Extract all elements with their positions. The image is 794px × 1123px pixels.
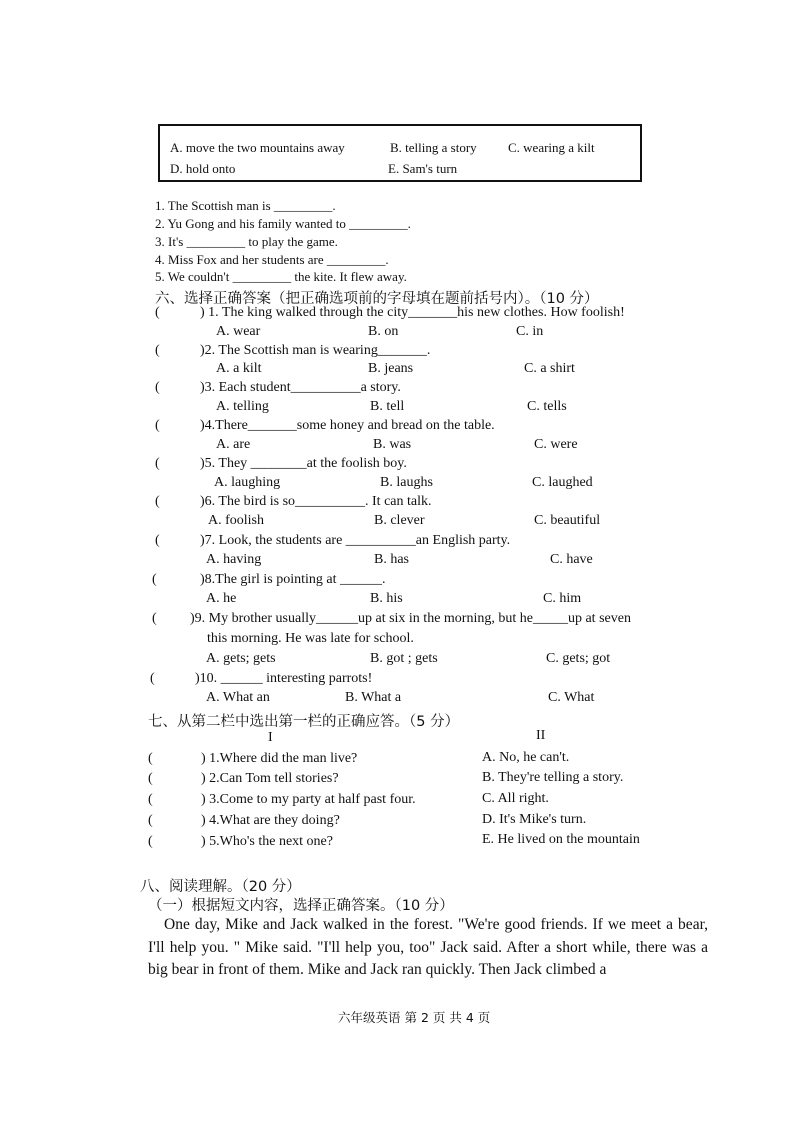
- option-a: A. are: [216, 437, 251, 452]
- question-stem: )7. Look, the students are __________an English party.: [200, 533, 511, 548]
- option-c: C. laughed: [532, 475, 593, 490]
- option-b: B. jeans: [368, 361, 414, 376]
- match-paren: (: [148, 751, 153, 766]
- option-a: A. he: [206, 591, 237, 606]
- reading-passage: One day, Mike and Jack walked in the forest. "We're good friends. If we meet a bear, I'll help you. " Mike said. "I'll help you, too" Jack said. After a short while, there was a big bear in front of them. Mike and Jack ran quickly. Then Jack climbed a: [148, 916, 708, 978]
- match-right: D. It's Mike's turn.: [482, 812, 587, 827]
- question-paren: (: [155, 494, 160, 509]
- match-left: ) 5.Who's the next one?: [201, 834, 333, 849]
- word-bank-option-a: A. move the two mountains away: [170, 140, 345, 155]
- option-c: C. gets; got: [546, 651, 611, 666]
- match-right: C. All right.: [482, 791, 549, 806]
- match-left: ) 3.Come to my party at half past four.: [201, 792, 416, 807]
- word-bank-box: [158, 124, 642, 182]
- option-b: B. on: [368, 324, 399, 339]
- option-c: C. him: [543, 591, 582, 606]
- match-right: A. No, he can't.: [482, 750, 570, 765]
- question-stem: )10. ______ interesting parrots!: [195, 671, 373, 686]
- question-paren: (: [150, 671, 155, 686]
- question-stem: )6. The bird is so__________. It can talk.: [200, 494, 432, 509]
- question-stem: ) 1. The king walked through the city_______his new clothes. How foolish!: [200, 305, 625, 320]
- option-b: B. tell: [370, 399, 405, 414]
- option-b: B. was: [373, 437, 412, 452]
- question-paren: (: [155, 380, 160, 395]
- fill-blank-5: 5. We couldn't _________ the kite. It flew away.: [155, 269, 407, 284]
- question-paren: (: [155, 456, 160, 471]
- option-b: B. got ; gets: [370, 651, 438, 666]
- question-stem: )4.There_______some honey and bread on the table.: [200, 418, 495, 433]
- fill-blank-1: 1. The Scottish man is _________.: [155, 198, 336, 213]
- question-paren: (: [155, 418, 160, 433]
- question-paren: (: [152, 611, 157, 626]
- word-bank-option-b: B. telling a story: [390, 140, 477, 155]
- match-paren: (: [148, 771, 153, 786]
- option-c: C. beautiful: [534, 513, 601, 528]
- option-c: C. tells: [527, 399, 567, 414]
- match-left: ) 2.Can Tom tell stories?: [201, 771, 339, 786]
- option-b: B. his: [370, 591, 403, 606]
- match-left: ) 4.What are they doing?: [201, 813, 340, 828]
- section7-title: 七、从第二栏中选出第一栏的正确应答。（5 分）: [148, 714, 460, 730]
- match-left: ) 1.Where did the man live?: [201, 751, 358, 766]
- question-stem: )2. The Scottish man is wearing_______.: [200, 343, 431, 358]
- option-a: A. gets; gets: [206, 651, 276, 666]
- match-paren: (: [148, 792, 153, 807]
- section8-subtitle: （一）根据短文内容，选择正确答案。（10 分）: [148, 898, 454, 914]
- question-paren: (: [155, 343, 160, 358]
- option-a: A. foolish: [208, 513, 264, 528]
- word-bank-option-c: C. wearing a kilt: [508, 140, 595, 155]
- option-c: C. a shirt: [524, 361, 575, 376]
- option-b: B. What a: [345, 690, 402, 705]
- option-b: B. laughs: [380, 475, 433, 490]
- option-b: B. has: [374, 552, 409, 567]
- question-stem: )9. My brother usually______up at six in the morning, but he_____up at seven: [190, 611, 631, 626]
- word-bank-option-e: E. Sam's turn: [388, 161, 458, 176]
- option-a: A. telling: [216, 399, 269, 414]
- question-paren: (: [152, 572, 157, 587]
- question-stem: )8.The girl is pointing at ______.: [200, 572, 386, 587]
- option-a: A. What an: [206, 690, 270, 705]
- column-header-2: II: [536, 728, 546, 743]
- fill-blank-2: 2. Yu Gong and his family wanted to _________.: [155, 216, 411, 231]
- option-a: A. wear: [216, 324, 261, 339]
- option-a: A. having: [206, 552, 262, 567]
- option-c: C. in: [516, 324, 544, 339]
- option-a: A. laughing: [214, 475, 281, 490]
- fill-blank-3: 3. It's _________ to play the game.: [155, 234, 338, 249]
- option-c: C. were: [534, 437, 578, 452]
- option-c: C. have: [550, 552, 593, 567]
- option-b: B. clever: [374, 513, 425, 528]
- column-header-1: I: [268, 730, 273, 745]
- section8-title: 八、阅读理解。（20 分）: [140, 879, 301, 895]
- page-footer: 六年级英语 第 2 页 共 4 页: [338, 1010, 491, 1025]
- question-stem-continued: this morning. He was late for school.: [207, 631, 414, 646]
- word-bank-option-d: D. hold onto: [170, 161, 236, 176]
- fill-blank-4: 4. Miss Fox and her students are _________.: [155, 252, 389, 267]
- option-a: A. a kilt: [216, 361, 262, 376]
- question-stem: )3. Each student__________a story.: [200, 380, 401, 395]
- match-paren: (: [148, 834, 153, 849]
- match-right: B. They're telling a story.: [482, 770, 624, 785]
- question-paren: (: [155, 533, 160, 548]
- option-c: C. What: [548, 690, 595, 705]
- question-stem: )5. They ________at the foolish boy.: [200, 456, 407, 471]
- section6-title: 六、选择正确答案（把正确选项前的字母填在题前括号内）。（10 分）: [155, 291, 599, 307]
- match-right: E. He lived on the mountain: [482, 832, 640, 847]
- match-paren: (: [148, 813, 153, 828]
- question-paren: (: [155, 305, 160, 320]
